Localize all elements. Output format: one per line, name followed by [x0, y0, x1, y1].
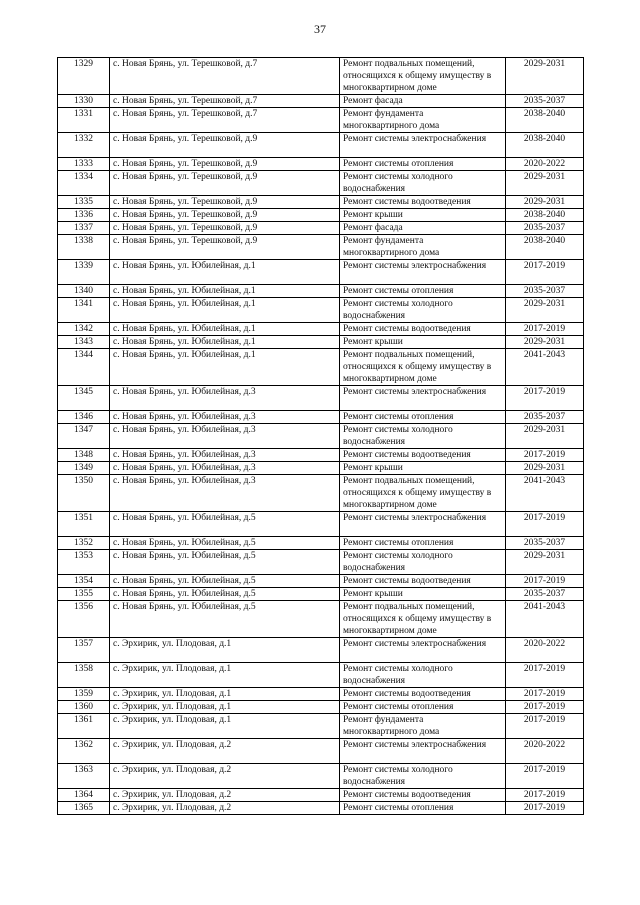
row-address: с. Новая Брянь, ул. Юбилейная, д.3: [110, 462, 340, 475]
work-type-line: Ремонт фундамента: [343, 109, 424, 119]
work-type-line: водоснабжения: [343, 184, 406, 194]
row-period: 2017-2019: [506, 512, 584, 537]
row-number: 1352: [58, 537, 110, 550]
work-type-line: Ремонт системы отопления: [343, 412, 454, 422]
work-type-line: Ремонт системы холодного: [343, 765, 453, 775]
table-row: [58, 222, 584, 235]
table-row: [58, 764, 584, 789]
work-type-line: водоснабжения: [343, 437, 406, 447]
work-type-line: Ремонт системы холодного: [343, 425, 453, 435]
row-work-type: [340, 424, 506, 449]
row-period: 2017-2019: [506, 701, 584, 714]
row-work-type: [340, 108, 506, 133]
table-row: [58, 386, 584, 411]
row-number: 1362: [58, 739, 110, 764]
row-address: с. Новая Брянь, ул. Терешковой, д.9: [110, 235, 340, 260]
row-address: с. Новая Брянь, ул. Терешковой, д.9: [110, 222, 340, 235]
row-period: 2035-2037: [506, 285, 584, 298]
work-type-line: Ремонт системы электроснабжения: [343, 387, 487, 397]
row-work-type: [340, 235, 506, 260]
work-type-line: многоквартирном доме: [343, 83, 437, 93]
row-address: с. Новая Брянь, ул. Терешковой, д.9: [110, 196, 340, 209]
row-address: с. Новая Брянь, ул. Юбилейная, д.5: [110, 537, 340, 550]
row-address: с. Новая Брянь, ул. Терешковой, д.9: [110, 158, 340, 171]
row-number: 1329: [58, 58, 110, 95]
row-period: 2020-2022: [506, 638, 584, 663]
row-period: 2029-2031: [506, 424, 584, 449]
table-row: [58, 789, 584, 802]
row-work-type: [340, 512, 506, 537]
row-number: 1346: [58, 411, 110, 424]
row-address: с. Эрхирик, ул. Плодовая, д.2: [110, 764, 340, 789]
work-type-line: многоквартирного дома: [343, 121, 440, 131]
work-type-line: многоквартирного дома: [343, 727, 440, 737]
row-work-type: [340, 789, 506, 802]
table-row: [58, 688, 584, 701]
work-type-line: относящихся к общему имуществу в: [343, 71, 492, 81]
row-address: с. Новая Брянь, ул. Терешковой, д.9: [110, 133, 340, 158]
row-work-type: [340, 764, 506, 789]
row-address: с. Эрхирик, ул. Плодовая, д.1: [110, 714, 340, 739]
row-period: 2035-2037: [506, 95, 584, 108]
row-period: 2041-2043: [506, 475, 584, 512]
row-address: с. Новая Брянь, ул. Терешковой, д.7: [110, 58, 340, 95]
row-period: 2038-2040: [506, 235, 584, 260]
row-number: 1349: [58, 462, 110, 475]
row-period: 2035-2037: [506, 411, 584, 424]
row-address: с. Новая Брянь, ул. Юбилейная, д.3: [110, 449, 340, 462]
row-period: 2029-2031: [506, 462, 584, 475]
work-type-line: многоквартирном доме: [343, 626, 437, 636]
table-row: [58, 171, 584, 196]
row-work-type: [340, 95, 506, 108]
row-work-type: [340, 260, 506, 285]
row-work-type: [340, 802, 506, 815]
row-number: 1333: [58, 158, 110, 171]
work-type-line: Ремонт системы водоотведения: [343, 790, 471, 800]
table-row: [58, 323, 584, 336]
work-type-line: Ремонт системы отопления: [343, 803, 454, 813]
row-number: 1340: [58, 285, 110, 298]
table-row: [58, 158, 584, 171]
work-type-line: Ремонт крыши: [343, 463, 403, 473]
row-work-type: [340, 638, 506, 663]
work-type-line: относящихся к общему имуществу в: [343, 362, 492, 372]
row-address: с. Новая Брянь, ул. Юбилейная, д.3: [110, 386, 340, 411]
row-period: 2017-2019: [506, 663, 584, 688]
row-work-type: [340, 222, 506, 235]
table-row: [58, 550, 584, 575]
work-type-line: Ремонт крыши: [343, 337, 403, 347]
row-work-type: [340, 209, 506, 222]
row-address: с. Новая Брянь, ул. Терешковой, д.7: [110, 108, 340, 133]
row-number: 1337: [58, 222, 110, 235]
row-number: 1348: [58, 449, 110, 462]
table-row: [58, 575, 584, 588]
work-type-line: Ремонт системы электроснабжения: [343, 261, 487, 271]
work-type-line: Ремонт фундамента: [343, 236, 424, 246]
work-type-line: Ремонт подвальных помещений,: [343, 350, 475, 360]
work-type-line: многоквартирном доме: [343, 500, 437, 510]
table-row: [58, 663, 584, 688]
row-period: 2029-2031: [506, 550, 584, 575]
row-work-type: [340, 663, 506, 688]
row-number: 1356: [58, 601, 110, 638]
row-number: 1359: [58, 688, 110, 701]
work-type-line: водоснабжения: [343, 676, 406, 686]
table-row: [58, 475, 584, 512]
row-number: 1345: [58, 386, 110, 411]
row-period: 2029-2031: [506, 336, 584, 349]
row-period: 2029-2031: [506, 298, 584, 323]
work-type-line: относящихся к общему имуществу в: [343, 488, 492, 498]
row-period: 2017-2019: [506, 449, 584, 462]
row-work-type: [340, 133, 506, 158]
row-work-type: [340, 285, 506, 298]
table-row: [58, 411, 584, 424]
row-work-type: [340, 601, 506, 638]
repair-schedule-table: [57, 57, 584, 815]
row-address: с. Новая Брянь, ул. Юбилейная, д.1: [110, 336, 340, 349]
row-number: 1330: [58, 95, 110, 108]
table-row: [58, 424, 584, 449]
row-address: с. Эрхирик, ул. Плодовая, д.1: [110, 638, 340, 663]
row-number: 1354: [58, 575, 110, 588]
row-period: 2017-2019: [506, 714, 584, 739]
work-type-line: Ремонт крыши: [343, 589, 403, 599]
work-type-line: Ремонт системы водоотведения: [343, 450, 471, 460]
row-work-type: [340, 739, 506, 764]
table-row: [58, 196, 584, 209]
work-type-line: Ремонт системы электроснабжения: [343, 740, 487, 750]
row-period: 2041-2043: [506, 349, 584, 386]
row-work-type: [340, 298, 506, 323]
row-period: 2020-2022: [506, 158, 584, 171]
row-number: 1332: [58, 133, 110, 158]
table-row: [58, 209, 584, 222]
row-period: 2038-2040: [506, 209, 584, 222]
row-period: 2017-2019: [506, 386, 584, 411]
table-row: [58, 285, 584, 298]
row-work-type: [340, 701, 506, 714]
work-type-line: Ремонт фундамента: [343, 715, 424, 725]
work-type-line: относящихся к общему имуществу в: [343, 614, 492, 624]
table-row: [58, 588, 584, 601]
row-address: с. Новая Брянь, ул. Юбилейная, д.3: [110, 424, 340, 449]
row-work-type: [340, 475, 506, 512]
row-number: 1353: [58, 550, 110, 575]
work-type-line: многоквартирного дома: [343, 248, 440, 258]
row-period: 2017-2019: [506, 575, 584, 588]
row-address: с. Новая Брянь, ул. Юбилейная, д.5: [110, 550, 340, 575]
work-type-line: Ремонт системы водоотведения: [343, 324, 471, 334]
table-row: [58, 260, 584, 285]
work-type-line: Ремонт подвальных помещений,: [343, 59, 475, 69]
table-body: [58, 58, 584, 815]
row-number: 1364: [58, 789, 110, 802]
table-row: [58, 336, 584, 349]
work-type-line: многоквартирном доме: [343, 374, 437, 384]
table-row: [58, 601, 584, 638]
row-period: 2017-2019: [506, 323, 584, 336]
row-number: 1334: [58, 171, 110, 196]
row-work-type: [340, 449, 506, 462]
row-number: 1344: [58, 349, 110, 386]
work-type-line: Ремонт фасада: [343, 96, 403, 106]
work-type-line: Ремонт системы водоотведения: [343, 576, 471, 586]
work-type-line: Ремонт системы отопления: [343, 286, 454, 296]
row-address: с. Новая Брянь, ул. Юбилейная, д.5: [110, 601, 340, 638]
table-row: [58, 449, 584, 462]
row-address: с. Новая Брянь, ул. Юбилейная, д.1: [110, 260, 340, 285]
row-address: с. Эрхирик, ул. Плодовая, д.2: [110, 739, 340, 764]
work-type-line: Ремонт крыши: [343, 210, 403, 220]
table-row: [58, 714, 584, 739]
row-period: 2029-2031: [506, 196, 584, 209]
table-row: [58, 95, 584, 108]
row-period: 2035-2037: [506, 537, 584, 550]
row-address: с. Эрхирик, ул. Плодовая, д.1: [110, 663, 340, 688]
row-address: с. Эрхирик, ул. Плодовая, д.1: [110, 688, 340, 701]
row-period: 2035-2037: [506, 222, 584, 235]
row-work-type: [340, 575, 506, 588]
work-type-line: Ремонт системы холодного: [343, 299, 453, 309]
work-type-line: Ремонт подвальных помещений,: [343, 602, 475, 612]
row-address: с. Новая Брянь, ул. Юбилейная, д.3: [110, 411, 340, 424]
row-address: с. Эрхирик, ул. Плодовая, д.2: [110, 789, 340, 802]
work-type-line: Ремонт системы электроснабжения: [343, 639, 487, 649]
row-address: с. Эрхирик, ул. Плодовая, д.1: [110, 701, 340, 714]
row-work-type: [340, 171, 506, 196]
table-row: [58, 58, 584, 95]
row-number: 1357: [58, 638, 110, 663]
row-number: 1343: [58, 336, 110, 349]
work-type-line: Ремонт фасада: [343, 223, 403, 233]
row-address: с. Новая Брянь, ул. Юбилейная, д.1: [110, 349, 340, 386]
row-address: с. Новая Брянь, ул. Терешковой, д.9: [110, 171, 340, 196]
row-number: 1360: [58, 701, 110, 714]
row-number: 1341: [58, 298, 110, 323]
row-number: 1347: [58, 424, 110, 449]
table-row: [58, 462, 584, 475]
row-number: 1336: [58, 209, 110, 222]
row-work-type: [340, 714, 506, 739]
row-number: 1350: [58, 475, 110, 512]
work-type-line: Ремонт системы холодного: [343, 172, 453, 182]
work-type-line: Ремонт системы отопления: [343, 159, 454, 169]
page-number: 37: [314, 22, 326, 36]
row-work-type: [340, 336, 506, 349]
table-row: [58, 701, 584, 714]
table-row: [58, 133, 584, 158]
row-work-type: [340, 462, 506, 475]
row-work-type: [340, 349, 506, 386]
work-type-line: Ремонт системы холодного: [343, 551, 453, 561]
row-address: с. Новая Брянь, ул. Юбилейная, д.1: [110, 285, 340, 298]
work-type-line: Ремонт системы холодного: [343, 664, 453, 674]
row-period: 2029-2031: [506, 58, 584, 95]
row-work-type: [340, 537, 506, 550]
row-period: 2041-2043: [506, 601, 584, 638]
row-number: 1342: [58, 323, 110, 336]
row-number: 1339: [58, 260, 110, 285]
row-address: с. Новая Брянь, ул. Юбилейная, д.5: [110, 575, 340, 588]
row-period: 2038-2040: [506, 133, 584, 158]
row-address: с. Новая Брянь, ул. Юбилейная, д.5: [110, 588, 340, 601]
row-work-type: [340, 411, 506, 424]
row-address: с. Эрхирик, ул. Плодовая, д.2: [110, 802, 340, 815]
work-type-line: водоснабжения: [343, 563, 406, 573]
work-type-line: Ремонт системы отопления: [343, 702, 454, 712]
table-row: [58, 537, 584, 550]
table-row: [58, 512, 584, 537]
work-type-line: Ремонт системы электроснабжения: [343, 513, 487, 523]
row-period: 2038-2040: [506, 108, 584, 133]
row-address: с. Новая Брянь, ул. Юбилейная, д.3: [110, 475, 340, 512]
work-type-line: Ремонт системы отопления: [343, 538, 454, 548]
row-address: с. Новая Брянь, ул. Терешковой, д.9: [110, 209, 340, 222]
row-work-type: [340, 688, 506, 701]
row-period: 2017-2019: [506, 802, 584, 815]
work-type-line: Ремонт системы водоотведения: [343, 197, 471, 207]
row-number: 1365: [58, 802, 110, 815]
row-number: 1361: [58, 714, 110, 739]
row-work-type: [340, 386, 506, 411]
table-row: [58, 638, 584, 663]
table-row: [58, 108, 584, 133]
row-work-type: [340, 196, 506, 209]
work-type-line: водоснабжения: [343, 777, 406, 787]
row-work-type: [340, 550, 506, 575]
row-period: 2020-2022: [506, 739, 584, 764]
row-number: 1331: [58, 108, 110, 133]
row-work-type: [340, 588, 506, 601]
work-type-line: Ремонт системы электроснабжения: [343, 134, 487, 144]
row-number: 1363: [58, 764, 110, 789]
row-work-type: [340, 323, 506, 336]
work-type-line: водоснабжения: [343, 311, 406, 321]
row-period: 2017-2019: [506, 764, 584, 789]
row-work-type: [340, 58, 506, 95]
row-address: с. Новая Брянь, ул. Юбилейная, д.1: [110, 298, 340, 323]
table-row: [58, 739, 584, 764]
row-address: с. Новая Брянь, ул. Юбилейная, д.1: [110, 323, 340, 336]
work-type-line: Ремонт подвальных помещений,: [343, 476, 475, 486]
row-period: 2017-2019: [506, 789, 584, 802]
row-address: с. Новая Брянь, ул. Терешковой, д.7: [110, 95, 340, 108]
table-row: [58, 298, 584, 323]
row-period: 2029-2031: [506, 171, 584, 196]
row-address: с. Новая Брянь, ул. Юбилейная, д.5: [110, 512, 340, 537]
row-period: 2017-2019: [506, 260, 584, 285]
work-type-line: Ремонт системы водоотведения: [343, 689, 471, 699]
row-period: 2017-2019: [506, 688, 584, 701]
table-row: [58, 802, 584, 815]
table-row: [58, 349, 584, 386]
row-number: 1335: [58, 196, 110, 209]
row-number: 1358: [58, 663, 110, 688]
row-number: 1338: [58, 235, 110, 260]
table-row: [58, 235, 584, 260]
row-number: 1355: [58, 588, 110, 601]
row-period: 2035-2037: [506, 588, 584, 601]
row-number: 1351: [58, 512, 110, 537]
row-work-type: [340, 158, 506, 171]
